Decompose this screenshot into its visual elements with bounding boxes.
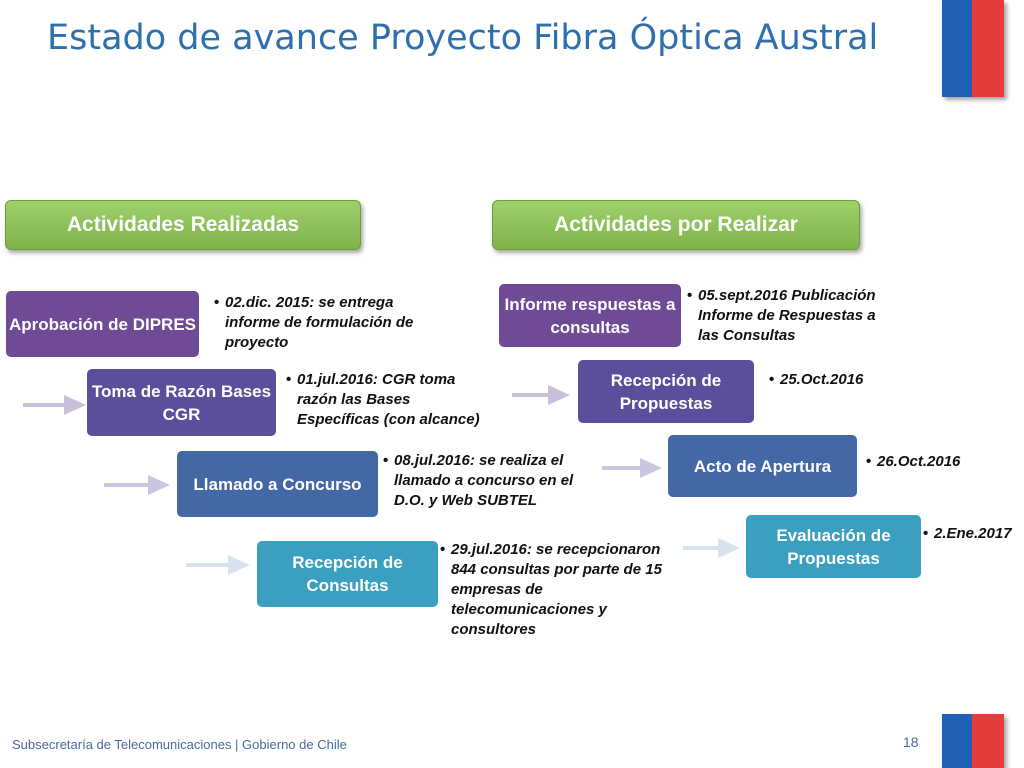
step-informe-respuestas: Informe respuestas a consultas (499, 284, 681, 347)
note-left-3: • 08.jul.2016: se realiza el llamado a concurso en el D.O. y Web SUBTEL (383, 452, 574, 509)
elbow-arrow-icon (602, 427, 662, 478)
elbow-arrow-icon (104, 441, 170, 495)
note-right-4: • 2.Ene.2017 (923, 525, 1012, 542)
step-llamado-concurso: Llamado a Concurso (177, 451, 378, 517)
note-right-1: • 05.sept.2016 Publicación Informe de Respuestas a las Consultas (687, 287, 876, 344)
step-acto-apertura: Acto de Apertura (668, 435, 857, 497)
page-number: 18 (903, 734, 919, 750)
note-right-3: • 26.Oct.2016 (866, 453, 961, 470)
note-left-4: • 29.jul.2016: se recepcionaron 844 consultas por parte de 15 empresas de telecomunicaciones y consultores (440, 541, 662, 638)
note-right-2: • 25.Oct.2016 (769, 371, 864, 388)
footer-text: Subsecretaría de Telecomunicaciones | Gobierno de Chile (12, 737, 347, 752)
header-por-realizar: Actividades por Realizar (492, 200, 860, 250)
step-toma-razon: Toma de Razón Bases CGR (87, 369, 276, 436)
page-title: Estado de avance Proyecto Fibra Óptica Austral (47, 18, 879, 58)
elbow-arrow-icon (186, 521, 250, 575)
elbow-arrow-icon (512, 350, 570, 405)
note-left-1: • 02.dic. 2015: se entrega informe de formulación de proyecto (214, 294, 414, 351)
step-recepcion-consultas: Recepción de Consultas (257, 541, 438, 607)
elbow-arrow-icon (683, 505, 740, 558)
step-evaluacion-propuestas: Evaluación de Propuestas (746, 515, 921, 578)
step-recepcion-propuestas: Recepción de Propuestas (578, 360, 754, 423)
note-left-2: • 01.jul.2016: CGR toma razón las Bases Específicas (con alcance) (286, 371, 480, 428)
step-aprobacion-dipres: Aprobación de DIPRES (6, 291, 199, 357)
header-realizadas: Actividades Realizadas (5, 200, 361, 250)
elbow-arrow-icon (23, 362, 86, 415)
